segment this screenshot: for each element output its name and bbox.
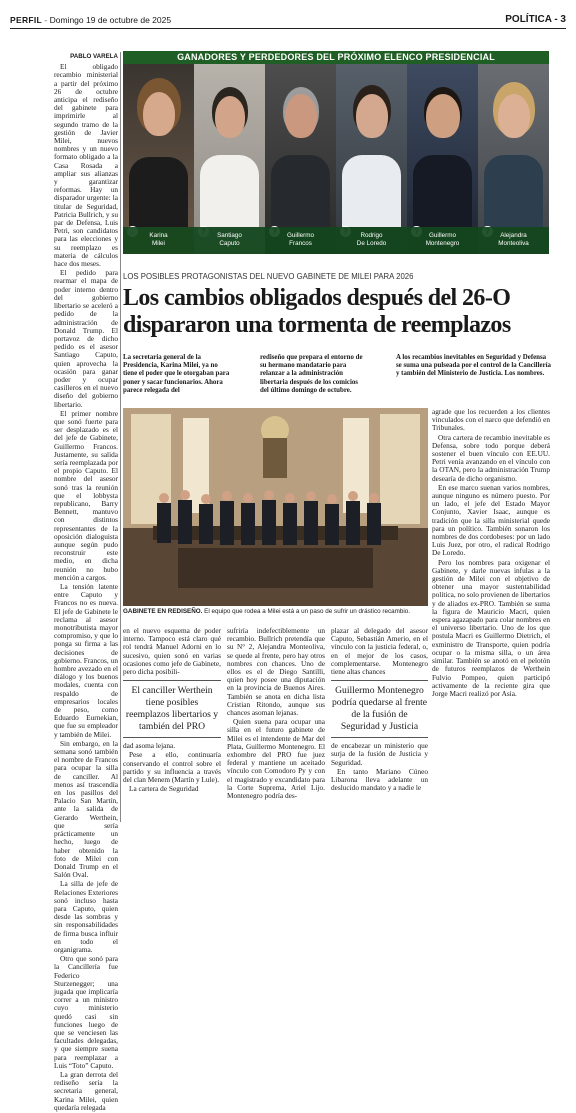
section-name: PERFIL — [10, 15, 43, 25]
portrait-alejandra-monteoliva — [478, 64, 549, 254]
portrait-guillermo-francos — [265, 64, 337, 254]
paragraph: La cartera de Seguridad — [129, 784, 199, 794]
header-left: PERFIL - Domingo 19 de octubre de 2025 — [10, 15, 172, 25]
column-divider — [120, 52, 121, 822]
paragraph: En tanto Mariano Cúneo Libarona lleva adelante un deslucido mandato y a nadie le — [331, 766, 428, 793]
right-column — [432, 408, 550, 699]
photo-banner: GANADORES Y PERDEDORES DEL PRÓXIMO ELENCO PRESIDENCIAL — [123, 51, 549, 64]
issue-date: Domingo 19 de octubre de 2025 — [49, 15, 172, 25]
portrait-rodrigo-de-loredo — [336, 64, 408, 254]
body-column-2 — [123, 627, 221, 794]
paragraph: La gran derrota del rediseño sería la secretaria general, Karina Milei, quien quedaría relegada — [54, 1069, 118, 1112]
caption-title: GABINETE EN REDISEÑO. — [123, 608, 203, 615]
portrait-guillermo-montenegro — [407, 64, 479, 254]
paragraph: agrade que los recuerden a los clientes vinculados con el narco que defendió en Tribunales. — [432, 407, 550, 433]
pull-quote: Guillermo Montenegro podría quedarse al frente de la fusión de Seguridad y Justicia — [331, 680, 428, 738]
paragraph: Sin embargo, en la semana sonó también el nombre de Francos para ocupar la silla de canciller. Al menos así trascendía en los pasillos del Palacio San Martín, ante la salida de Gerardo Werthein, que sería prácticamente un hecho, luego de haber obtenido la foto de Milei con Donald Trump en el Salón Oval. — [54, 738, 118, 880]
paragraph: sufriría indefectiblemente un recambio. Bullrich pretendía que su N° 2, Alejandra Monteoliva, se quede al frente, pero hay otros nombres con chances. Uno de ellos es el de Diego Santilli, quien hoy posee una diputación en la provincia de Buenos Aires. También se anota en dicha lista Cristian Ritondo, aunque sus chances asoman lejanas. — [227, 626, 325, 718]
portrait-label: Guillermo Francos — [265, 227, 336, 254]
portrait-label: Rodrigo De Loredo — [336, 227, 407, 254]
headline — [123, 285, 553, 339]
paragraph: La tensión latente entre Caputo y Francos no es nueva. El jefe de Gabinete le reclama al asesor monotributista mayor compromiso, y que lo ponga su firma a las decisiones de gobierno. Francos, un hombre avezado en el diálogo y los buenos modales, cuenta con respaldo de empresarios locales de peso, como Eduardo Eurnekian, que fue su empleador y también de Milei. — [54, 582, 118, 739]
paragraph: dad asoma lejana. — [123, 741, 176, 751]
headline-line: dispararon una tormenta de reemplazos — [123, 312, 511, 338]
portrait-santiago-caputo — [194, 64, 266, 254]
subhead-1: La secretaria general de la Presidencia, Karina Milei, ya no tiene el poder que le otorgaban para poner y sacar funcionarios. Ahora parece relegada del — [123, 354, 230, 394]
headline-line: Los cambios obligados después del 26-O — [123, 285, 511, 311]
photo-caption — [123, 608, 428, 616]
page-header — [10, 14, 566, 29]
paragraph: plazar al delegado del asesor Caputo, Sebastián Amerio, en el vínculo con la justicia federal, o, en el mejor de los casos, complementarse. Montenegro tiene altas chances — [331, 626, 428, 677]
body-column-3 — [227, 627, 325, 801]
paragraph: en el nuevo esquema de poder interno. Tampoco está claro qué rol tendrá Manuel Adorni en lo sucesivo, quien sonó en varias ocasiones como jefe de Gabinete, pero dicha posibili- — [123, 626, 221, 677]
kicker: LOS POSIBLES PROTAGONISTAS DEL NUEVO GABINETE DE MILEI PARA 2026 — [123, 272, 414, 281]
paragraph: La silla de jefe de Relaciones Exteriores sonó incluso hasta para Caputo, quien desde las sombras y sin responsabilidades de firma busca influir en todo el organigrama. — [54, 879, 118, 954]
page-number: POLÍTICA - 3 — [505, 14, 566, 25]
portrait-label: Guillermo Montenegro — [407, 227, 478, 254]
paragraph: En ese marco suenan varios nombres, aunque ninguno es número puesto. Por un lado, el jefe del Estado Mayor Conjunto, Xavier Isaac, aunque es tradición que la silla ministerial quede para un político. También sonaron los nombres de dos cordobeses: por un lado Luis Juez, por otro, el radical Rodrigo De Loredo. — [432, 482, 550, 558]
portrait-label: Santiago Caputo — [194, 227, 265, 254]
portrait-karina-milei — [123, 64, 195, 254]
subhead-3: A los recambios inevitables en Seguridad y Defensa se suma una pulseada por el control de la Cancillería y también del Ministerio de Justicia. Los nombres. — [396, 354, 551, 378]
paragraph: Otro que sonó para la Cancillería fue Federico Sturzenegger; una jugada que implicaría correr a un ministro cuyo ministerio quedó casi sin funciones luego de que se venciesen las facultades delegadas, y que siempre suena para reemplazar a Luis “Toto” Caputo. — [54, 954, 118, 1070]
cabinet-photo — [123, 408, 428, 606]
paragraph: El primer nombre que sonó fuerte para ser desplazado es el del jefe de Gabinete, Guillermo Francos. Justamente, su salida sería reemplazada por el propio Caputo. El nombre del asesor sonó tras la reunión que el lobbysta republicano, Barry Bennett, mantuvo con distintos representantes de la oposición dialoguista aunque según pudo reconstruir este medio, en dicha reunión no hubo mención a cargos. — [54, 408, 119, 582]
paragraph: Quien suena para ocupar una silla en el futuro gabinete de Milei es el intendente de Mar del Plata, Guillermo Montenegro. El exhombre del PRO fue juez federal y mantiene un aceitado vínculo con Comodoro Py y con el magistrado y excandidato para la Corte Suprema, Ariel Lijo. Montenegro podría des- — [227, 717, 325, 801]
paragraph: El obligado recambio ministerial a partir del próximo 26 de octubre anticipa el rediseño del gabinete para imprimirle al segundo tramo de la gestión de Javier Milei, nuevos nombres y un nuevo formato obligado a la Casa Rosada a ampliar sus alianzas y garantizar reformas. Hay un disparador urgente: la titular de Seguridad, Patricia Bullrich, y su par de Defensa, Luis Petri, son candidatos para las elecciones y su reemplazo es materia de cálculos hace dos meses. — [54, 62, 118, 269]
paragraph: Otra cartera de recambio inevitable es Defensa, sobre todo porque deberá sostener el buen vínculo con EE.UU. Petri venía avanzando en el vínculo con la OTAN, pero la administración Trump desearía de dicho organismo. — [432, 432, 550, 483]
lead-column — [54, 53, 118, 1113]
pull-quote: El canciller Werthein tiene posibles reemplazos libertarios y también del PRO — [123, 680, 221, 738]
cabinet-room-illustration — [123, 408, 428, 606]
portrait-label: Karina Milei — [123, 227, 194, 254]
portrait-label: Alejandra Monteoliva — [478, 227, 549, 254]
caption-text: El equipo que rodea a Milei está a un paso de sufrir un drástico recambio. — [204, 608, 410, 615]
portrait-strip — [123, 64, 549, 254]
paragraph: El pedido para rearmar el mapa de poder interno dentro del gobierno libertario se aceleró a pedido de la administración de Donald Trump. El portavoz de dicho pedido es el asesor Santiago Caputo, quien aprovecha la ocasión para ganar poder y ocupar casilleros en el nuevo diseño del gobierno libertario. — [54, 268, 118, 409]
paragraph: de encabezar un ministerio que surja de la fusión de Justicia y Seguridad. — [331, 741, 428, 767]
subhead-2: rediseño que prepara el entorno de su hermano mandatario para relanzar a la administración libertaria después de los comicios del último domingo de octubre. — [260, 354, 363, 394]
body-column-4 — [331, 627, 428, 793]
byline: PABLO VARELA — [70, 53, 118, 60]
paragraph: Pese a ello, continuaría conservando el control sobre el partido y su influencia a través del clan Menem (Martín y Lule). — [123, 750, 221, 785]
paragraph: Pero los nombres para oxigenar el Gabinete, y darle nuevas infulas a la gestión de Milei con el objetivo de obtener una mayor sustentabilidad política, no solo provienen de libertarios y de aliados ex-PRO. También se suma la figura de Mauricio Macri, quien espera agazapado para colar nombres en el universo libertario. Uno de los que postula Macri es Guillermo Dietrich, el exministro de Transporte, quien podría ocupar o la misma silla, o un área similar. También se anotó en el pelotón de futuros reemplazos de Werthein Fulvio Pompeo, quien participó activamente de la reciente gira que Jorge Macri realizó por Asia. — [432, 557, 550, 698]
